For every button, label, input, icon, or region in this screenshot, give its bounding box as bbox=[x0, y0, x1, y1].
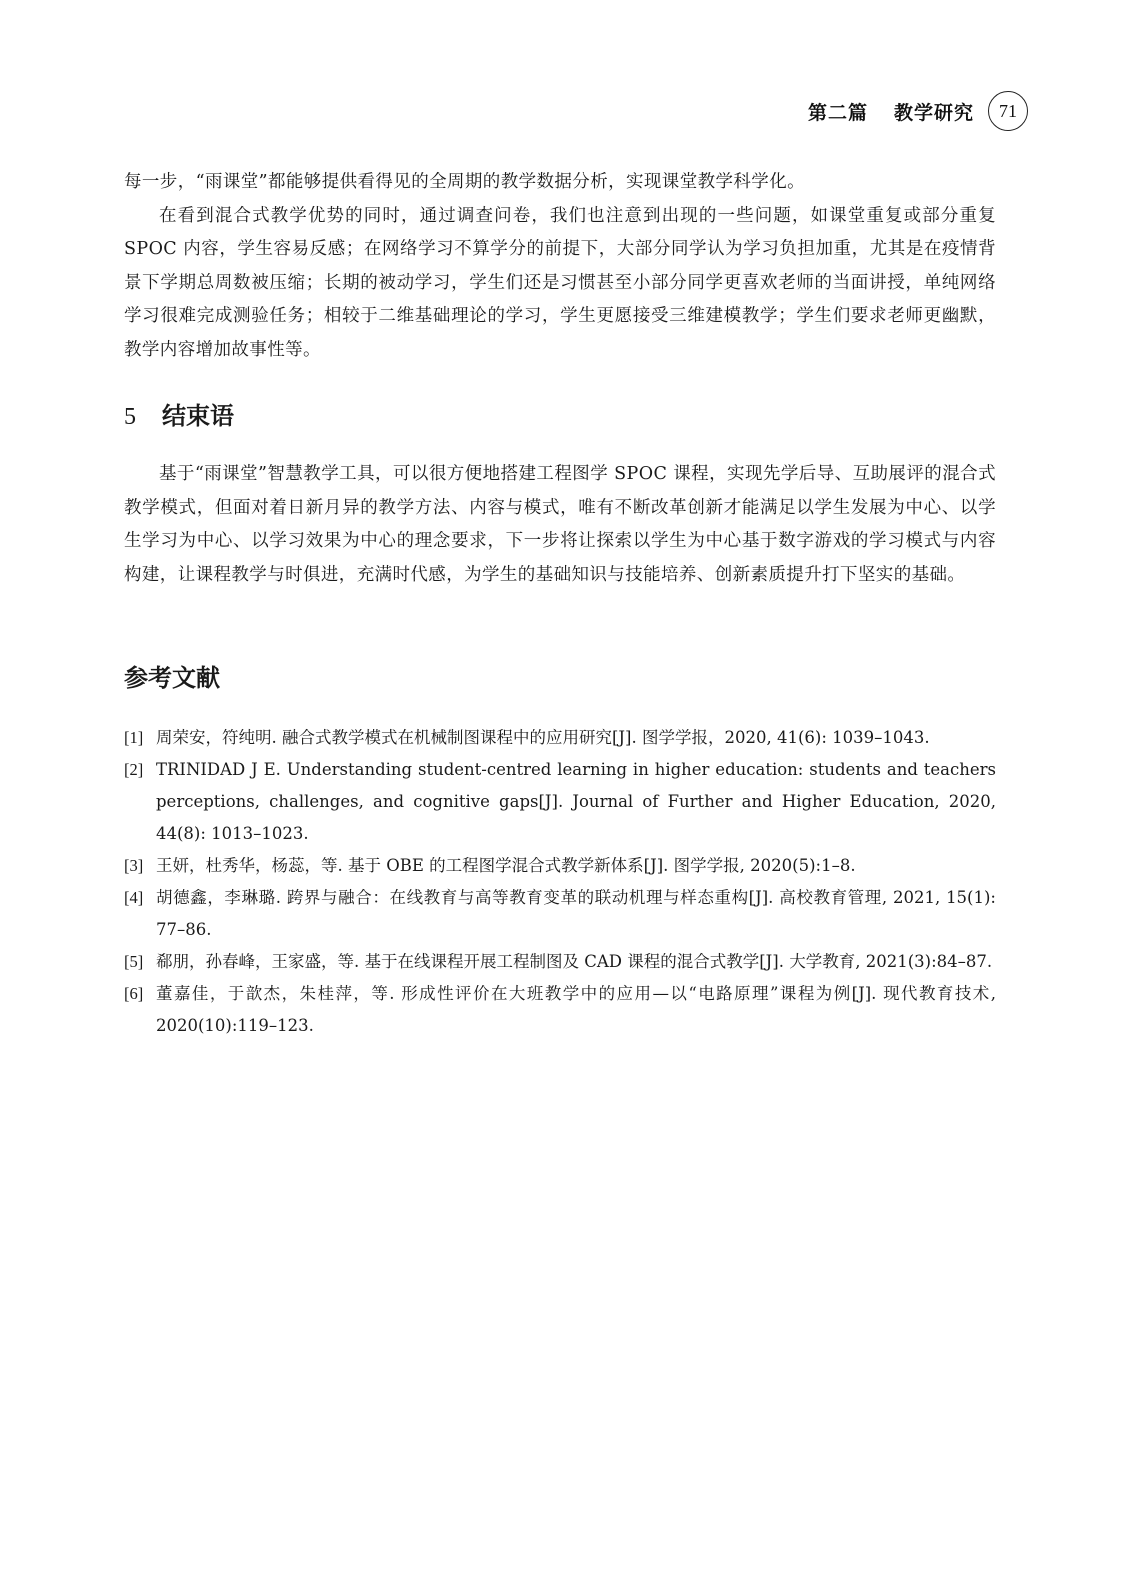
running-header bbox=[808, 88, 1028, 134]
paragraph-conclusion: 基于“雨课堂”智慧教学工具，可以很方便地搭建工程图学 SPOC 课程，实现先学后导、互助展评的混合式教学模式，但面对着日新月异的教学方法、内容与模式，唯有不断改革创新才能满足以学生发展为中心、以学生学习为中心、以学习效果为中心的理念要求，下一步将让探索以学生为中心基于数字游戏的学习模式与内容构建，让课程教学与时俱进，充满时代感，为学生的基础知识与技能培养、创新素质提升打下坚实的基础。 bbox=[124, 464, 996, 585]
header-part-label: 第二篇 bbox=[807, 101, 868, 124]
section-heading bbox=[124, 396, 234, 431]
reference-number: [3] bbox=[124, 856, 144, 875]
paragraph-continuation: 每一步，“雨课堂”都能够提供看得见的全周期的教学数据分析，实现课堂教学科学化。 bbox=[124, 172, 805, 192]
section-number: 5 bbox=[124, 404, 136, 430]
reference-number: [1] bbox=[124, 728, 144, 747]
reference-number: [5] bbox=[124, 952, 144, 971]
references-list bbox=[124, 722, 996, 1042]
section-title: 结束语 bbox=[162, 402, 234, 430]
reference-item bbox=[124, 754, 996, 850]
paragraph-problems: 在看到混合式教学优势的同时，通过调查问卷，我们也注意到出现的一些问题，如课堂重复或部分重复 SPOC 内容，学生容易反感；在网络学习不算学分的前提下，大部分同学认为学习负担加重，尤其是在疫情背景下学期总周数被压缩；长期的被动学习，学生们还是习惯甚至小部分同学更喜欢老师的当面讲授，单纯网络学习很难完成测验任务；相较于二维基础理论的学习，学生更愿接受三维建模教学；学生们要求老师更幽默，教学内容增加故事性等。 bbox=[124, 205, 996, 360]
reference-item bbox=[124, 882, 996, 946]
reference-item bbox=[124, 978, 996, 1042]
page-number-badge: 71 bbox=[988, 91, 1028, 131]
reference-text: 董嘉佳，于歆杰，朱桂萍，等. 形成性评价在大班教学中的应用—以“电路原理”课程为例[J]. 现代教育技术, 2020(10):119–123. bbox=[156, 984, 996, 1035]
body-text-conclusion bbox=[124, 458, 996, 592]
header-section-title: 教学研究 bbox=[893, 101, 974, 124]
reference-text: 王妍，杜秀华，杨蕊，等. 基于 OBE 的工程图学混合式教学新体系[J]. 图学学报, 2020(5):1–8. bbox=[156, 856, 856, 875]
body-text-top bbox=[124, 166, 996, 367]
reference-item bbox=[124, 722, 996, 754]
reference-text: 胡德鑫，李琳璐. 跨界与融合：在线教育与高等教育变革的联动机理与样态重构[J]. 高校教育管理, 2021, 15(1): 77–86. bbox=[156, 888, 996, 939]
reference-item bbox=[124, 850, 996, 882]
reference-text: 周荣安，符纯明. 融合式教学模式在机械制图课程中的应用研究[J]. 图学学报，2020, 41(6): 1039–1043. bbox=[156, 728, 930, 747]
reference-number: [2] bbox=[124, 760, 144, 779]
reference-item bbox=[124, 946, 996, 978]
reference-number: [4] bbox=[124, 888, 144, 907]
references-heading: 参考文献 bbox=[124, 664, 220, 692]
reference-text: TRINIDAD J E. Understanding student-centred learning in higher education: students and teachers perceptions, challenges, and cognitive gaps[J]. Journal of Further and Higher Education, 2020, 44(8): 1013–1023. bbox=[156, 760, 996, 843]
reference-number: [6] bbox=[124, 984, 144, 1003]
reference-text: 郗朋，孙春峰，王家盛，等. 基于在线课程开展工程制图及 CAD 课程的混合式教学[J]. 大学教育, 2021(3):84–87. bbox=[156, 952, 993, 971]
